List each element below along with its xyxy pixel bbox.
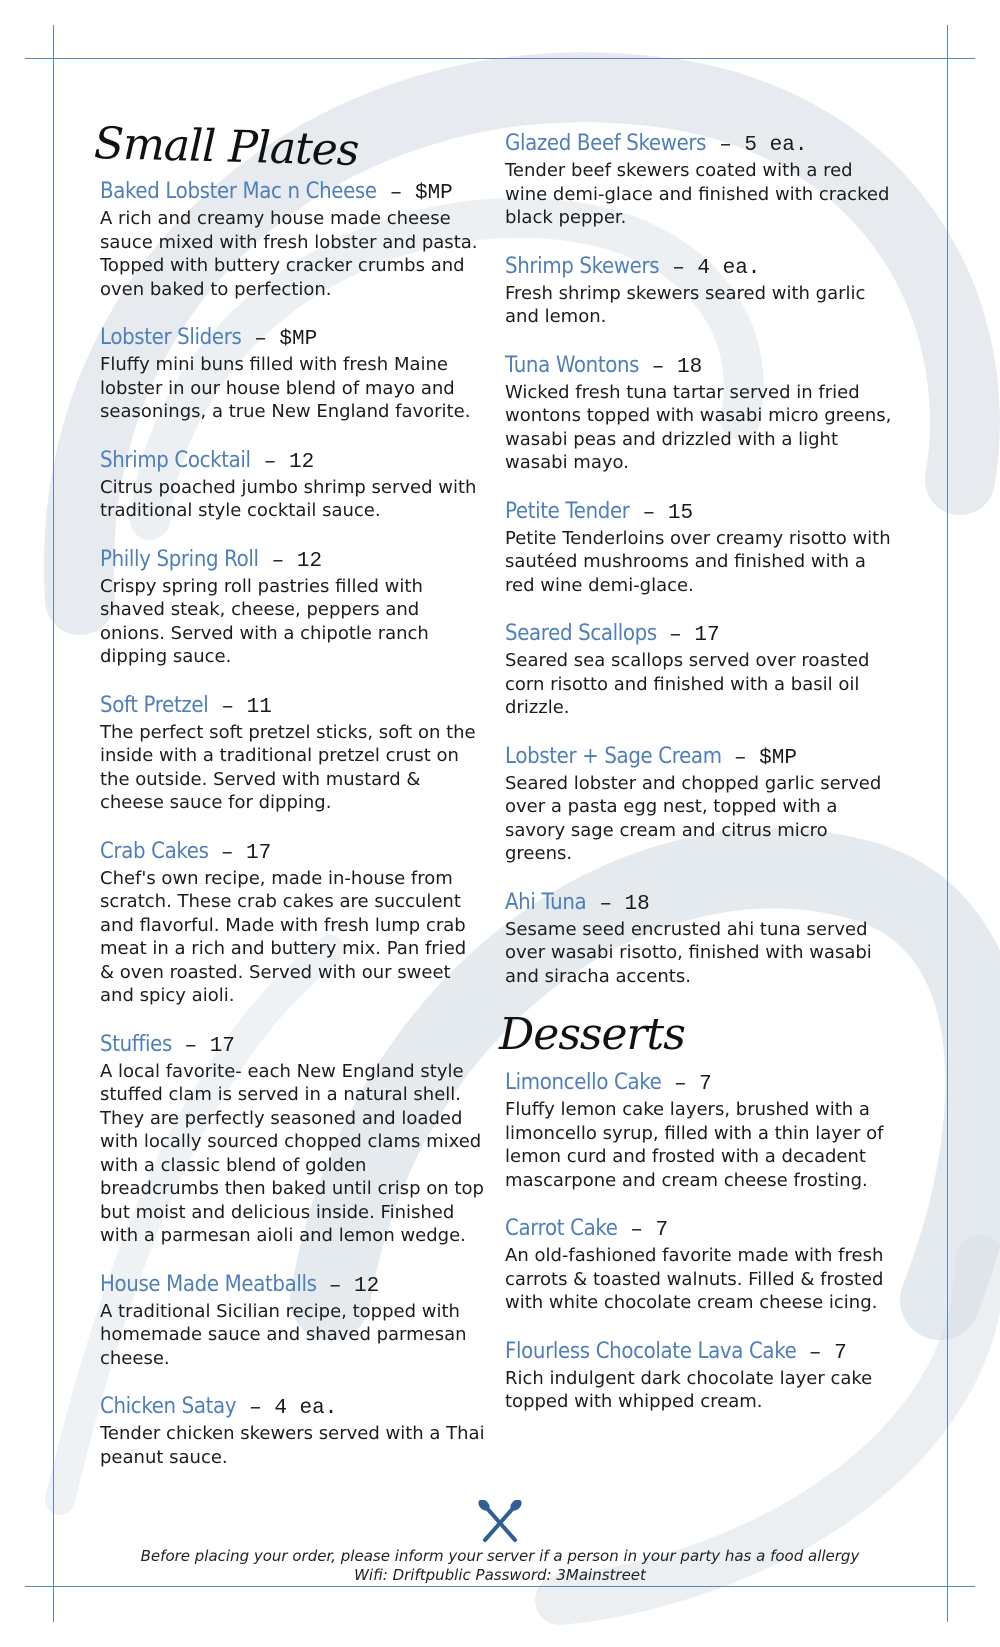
menu-item [100,447,485,523]
menu-item [505,253,895,329]
menu-item-description: Crispy spring roll pastries filled with shaved steak, cheese, peppers and onions. Served with a chipotle ranch dipping sauce. [100,575,429,668]
menu-item-header [505,352,895,381]
menu-item-header [100,1031,485,1060]
menu-item-name: Lobster + Sage Cream [505,743,722,769]
menu-item-description: A traditional Sicilian recipe, topped with homemade sauce and shaved parmesan cheese. [100,1300,467,1369]
menu-item-description: Wicked fresh tuna tartar served in fried wontons topped with wasabi micro greens, wasabi peas and drizzled with a light wasabi mayo. [505,381,892,473]
menu-item-header [505,1069,895,1098]
menu-item-header [505,1215,895,1244]
menu-item-header [100,838,485,867]
menu-item [505,352,895,475]
menu-item-price: – 7 [661,1073,712,1097]
menu-item [100,1393,485,1469]
menu-item-description: A local favorite- each New England style stuffed clam is served in a natural shell. They are perfectly seasoned and loaded with locally sourced chopped clams mixed with a classic blend of golden breadcrumbs then baked until crisp on top but moist and delicious inside. Finished with a parmesan aioli and lemon wedge. [100,1060,484,1247]
menu-item [505,1215,895,1315]
menu-item-header [505,889,895,918]
menu-item-header [100,692,485,721]
menu-item-price: – 4 ea. [236,1397,338,1421]
menu-item [100,692,485,815]
menu-item-price: – 17 [656,624,720,647]
menu-item-description: The perfect soft pretzel sticks, soft on the inside with a traditional pretzel crust on the outside. Served with mustard & cheese sauce for dipping. [100,721,476,814]
menu-item-price: – $MP [377,182,453,206]
menu-item-price: – 17 [208,841,272,865]
frame-line-left [53,25,54,1622]
menu-item-price: – 12 [251,450,315,474]
menu-item-description: Fluffy lemon cake layers, brushed with a limoncello syrup, filled with a thin layer of lemon curd and frosted with a decadent mascarpone and cream cheese frosting. [505,1099,884,1191]
menu-item [505,1338,895,1414]
menu-item-header [505,1338,895,1367]
menu-item-price: – 7 [617,1219,669,1243]
menu-item-description: Seared lobster and chopped garlic served over a pasta egg nest, topped with a savory sage cream and citrus micro greens. [505,772,882,864]
right-column [499,130,895,1437]
menu-item-description: Sesame seed encrusted ahi tuna served over wasabi risotto, finished with wasabi and siracha accents. [505,918,872,987]
menu-item-description: Tender beef skewers coated with a red wine demi-glace and finished with cracked black pepper. [505,160,890,228]
menu-item-description: Petite Tenderloins over creamy risotto with sautéed mushrooms and finished with a red wine demi-glace. [505,527,891,596]
menu-item-description: Chef's own recipe, made in-house from scratch. These crab cakes are succulent and flavorful. Made with fresh lump crab meat in a rich and buttery mix. Pan fried & oven roasted. Served with our sweet and spicy aioli. [100,867,467,1007]
menu-item-price: – 4 ea. [659,256,761,280]
menu-item [505,130,895,230]
menu-item-name: Lobster Sliders [100,325,242,351]
menu-item-name: Flourless Chocolate Lava Cake [505,1338,797,1364]
menu-item-name: Petite Tender [505,498,630,524]
menu-item-price: – 5 ea. [706,134,808,157]
frame-line-top [25,58,975,59]
crossed-spoons-icon [477,1500,523,1544]
menu-item-price: – 7 [796,1341,847,1365]
frame-line-bottom [25,1586,975,1587]
small-plates-list-continued [505,130,895,988]
menu-item-description: Rich indulgent dark chocolate layer cake topped with whipped cream. [505,1367,873,1413]
menu-item-header [100,1271,485,1300]
menu-item-name: Baked Lobster Mac n Cheese [100,179,377,205]
menu-item-name: Stuffies [100,1031,172,1057]
menu-item-price: – 17 [171,1034,235,1058]
menu-item-name: Shrimp Skewers [505,253,660,279]
menu-item-name: Soft Pretzel [100,692,209,718]
menu-item-header [505,498,895,527]
menu-item-header [505,253,895,282]
menu-item-description: A rich and creamy house made cheese sauce mixed with fresh lobster and pasta. Topped with buttery cracker crumbs and oven baked to perfection. [100,208,478,300]
menu-item-name: Glazed Beef Skewers [505,131,707,156]
section-title-desserts: Desserts [499,1009,685,1060]
menu-item-header [100,324,485,353]
menu-item-price: – 18 [586,892,650,916]
menu-item-header [100,546,485,575]
menu-item [505,498,895,598]
menu-item-name: Seared Scallops [505,621,657,646]
wifi-info: Wifi: Driftpublic Password: 3Mainstreet [354,1566,646,1584]
menu-item-price: – 11 [208,695,272,719]
menu-item [100,1271,485,1371]
menu-item [505,889,895,989]
menu-item-name: House Made Meatballs [100,1271,317,1297]
allergy-note: Before placing your order, please inform your server if a person in your party has a food allergy [140,1547,860,1565]
menu-item [100,324,485,424]
menu-item-name: Shrimp Cocktail [100,447,251,473]
menu-item-description: Tender chicken skewers served with a Thai peanut sauce. [100,1423,485,1468]
menu-item-name: Crab Cakes [100,838,209,864]
menu-item-price: – 18 [639,355,703,379]
menu-item-name: Chicken Satay [100,1394,237,1420]
menu-item-price: – 15 [630,501,694,525]
menu-item-header [505,620,895,649]
menu-item-description: An old-fashioned favorite made with fresh carrots & toasted walnuts. Filled & frosted with white chocolate cream cheese icing. [505,1245,884,1314]
menu-item-header [100,447,485,476]
section-title-small-plates: Small Plates [93,118,360,176]
menu-item-price: – $MP [721,746,797,770]
menu-item-header [100,178,485,207]
menu-item [505,620,895,720]
menu-item-header [505,130,895,159]
desserts-list [505,1069,895,1414]
menu-item-description: Fluffy mini buns filled with fresh Maine lobster in our house blend of mayo and seasonings, a true New England favorite. [100,354,471,423]
menu-item-name: Limoncello Cake [505,1070,662,1096]
menu-item-price: – $MP [241,328,318,352]
menu-item-price: – 12 [259,549,323,573]
menu-item-name: Carrot Cake [505,1216,618,1242]
menu-item-header [100,1393,485,1422]
menu-item-description: Fresh shrimp skewers seared with garlic and lemon. [505,282,866,327]
left-column [93,118,485,1492]
menu-item [100,178,485,301]
menu-item [505,743,895,866]
menu-item [100,546,485,669]
menu-item-name: Ahi Tuna [505,889,587,915]
menu-item-name: Tuna Wontons [505,352,640,378]
menu-item-description: Citrus poached jumbo shrimp served with traditional style cocktail sauce. [100,476,477,522]
menu-item [100,1031,485,1248]
menu-item-header [505,743,895,772]
menu-item [505,1069,895,1192]
menu-item-name: Philly Spring Roll [100,546,259,572]
frame-line-right [947,25,948,1622]
small-plates-list [100,178,485,1469]
menu-item-description: Seared sea scallops served over roasted corn risotto and finished with a basil oil drizzle. [505,650,870,718]
menu-item-price: – 12 [316,1274,380,1298]
menu-item [100,838,485,1008]
